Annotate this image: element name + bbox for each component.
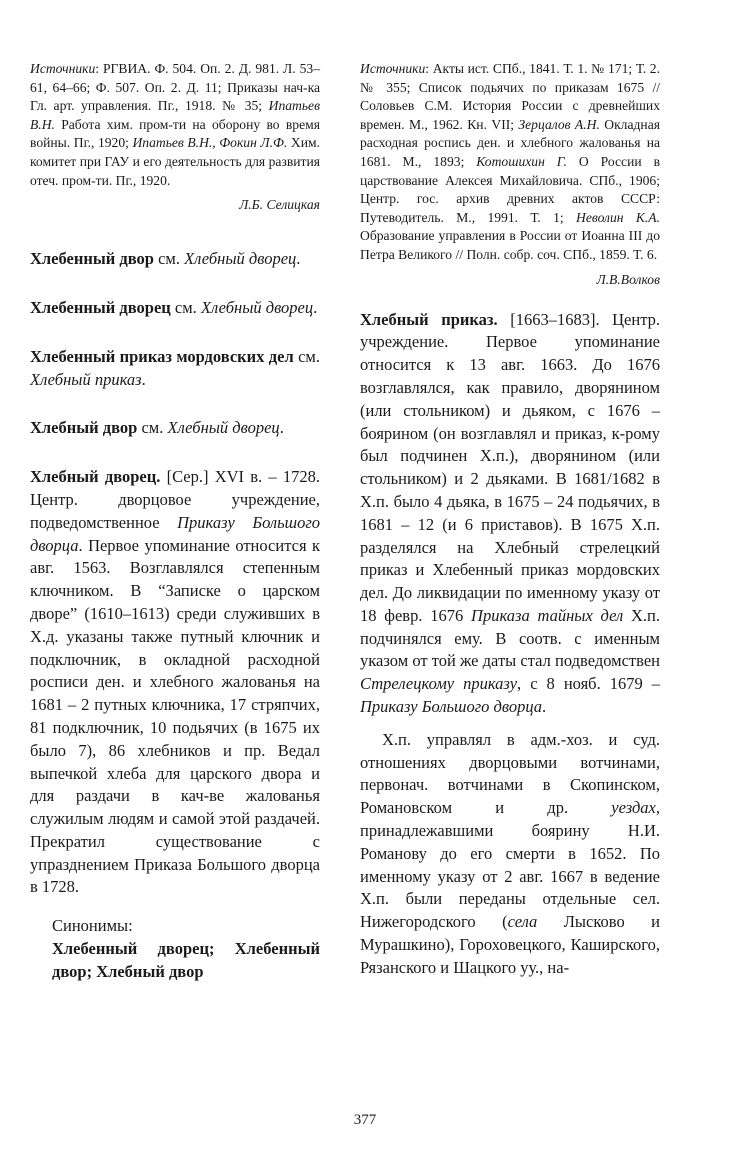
sources-block-right xyxy=(360,60,660,265)
entry-body: . xyxy=(542,697,547,717)
entry-cross-reference: Приказа тайных дел xyxy=(471,605,624,625)
page-number: 377 xyxy=(353,1112,377,1128)
sources-text: О России в царствование Алексея Михайловича. СПб., 1906; Центр. гос. архив древних актов СССР: Путеводитель. М., 1991. Т. 1; xyxy=(360,153,660,225)
synonyms-list: Хлебенный дворец; Хлебенный двор; Хлебный двор xyxy=(52,939,320,981)
dictionary-entry xyxy=(30,346,320,392)
entry-cross-reference: Приказу Большого дворца xyxy=(360,697,543,717)
sources-block-left xyxy=(30,60,320,190)
entry-italic: села xyxy=(507,912,538,932)
entry-term: Хлебный приказ. xyxy=(360,309,498,329)
entry-body: . Первое упоминание относится к авг. 1563. Возглавлялся степенным ключником. В “Записке о царском дворе” (1610–1613) среди служивших в Х.д. указаны также путный ключник и подключник, в окладной расходной росписи ден. и хлебного жалованья на 1681 – 2 путных ключника, 17 стряпчих, 81 подключник, 10 подьячих (в 1675 их было 7), 86 хлебников и пр. Ведал выпечкой хлеба для царского двора и для раздачи в кач-ве жалованья служилым людям и самой этой раздачей. Прекратил существование с упразднением Приказа Большого дворца в 1728. xyxy=(30,535,320,897)
synonyms-label: Синонимы: xyxy=(52,916,133,936)
sources-text: : РГВИА. Ф. 504. Оп. 2. Д. 981. Л. 53–61, 64–66; Ф. 507. Оп. 2. Д. 11; Приказы нач-ка Гл. арт. управления. Пг., 1918. № 35; xyxy=(30,61,320,114)
entry-see: см. xyxy=(137,418,168,438)
sources-author: Неволин К.А. xyxy=(576,209,660,225)
entry-cross-reference: Приказу Большого дворца xyxy=(30,512,320,555)
entry-cross-reference: Стрелецкому приказу xyxy=(360,674,518,694)
sources-author: Зерцалов А.Н. xyxy=(518,116,600,132)
sources-text: : Акты ист. СПб., 1841. Т. 1. № 171; Т. 2. № 355; Список подьячих по приказам 1675 // Соловьев С.М. История России с древнейших времен. М., 1962. Кн. VII; xyxy=(360,61,660,132)
entry-body: [1663–1683]. Центр. учреждение. Первое упоминание относится к 13 авг. 1663. До 1676 возглавлялся, как правило, дворянином (или стольником) и дьяком, с 1676 – боярином (он возглавлял и приказ, к-рому был подчинен Х.п.), дворянином (или стольником) и 2 дьяками. В 1681/1682 в Х.п. было 4 дьяка, в 1675 – 24 подьячих, в 1681 – 12 (и 6 приставов). В 1675 Х.п. разделялся на Хлебный стрелецкий приказ и Хлебенный приказ мордовских дел. До ликвидации по именному указу от 18 февр. 1676 xyxy=(360,309,660,625)
dictionary-entry xyxy=(30,297,320,320)
entry-see: см. xyxy=(293,346,320,366)
entry-body: , с 8 нояб. 1679 – xyxy=(517,674,660,694)
sources-text: Окладная расходная роспись ден. и хлебного жалованья на 1681. М., 1893; xyxy=(360,116,660,169)
entry-punct: . xyxy=(313,297,318,317)
right-column xyxy=(360,60,660,980)
entry-term: Хлебенный двор xyxy=(30,249,154,269)
entry-see: см. xyxy=(153,249,185,269)
entry-cross-reference: Хлебный дворец xyxy=(167,418,280,438)
entry-see: см. xyxy=(170,297,201,317)
entry-cross-reference: Хлебный дворец xyxy=(200,297,314,317)
left-column xyxy=(30,60,320,984)
entry-term: Хлебный двор xyxy=(30,418,138,438)
entry-term: Хлебенный приказ мордовских дел xyxy=(30,346,294,366)
dictionary-entry xyxy=(30,417,320,440)
author-signature: Л.Б. Селицкая xyxy=(239,197,320,213)
sources-author: Ипатьев В.Н., Фокин Л.Ф. xyxy=(132,135,288,151)
entry-body: Х.п. подчинялся ему. В соотв. с именным указом от той же даты стал подведомствен xyxy=(360,605,660,671)
sources-label: Источники xyxy=(360,61,426,76)
sources-text: Работа хим. пром-ти на оборону во время войны. Пг., 1920; xyxy=(30,116,320,151)
author-signature: Л.В.Волков xyxy=(596,271,660,287)
entry-cross-reference: Хлебный приказ xyxy=(30,369,142,389)
entry-italic: уездах xyxy=(611,798,656,818)
sources-label: Источники xyxy=(30,61,96,76)
entry-body: Лысково и Мурашкино), Гороховецкого, Каширского, Рязанского и Шацкого уу., на- xyxy=(360,912,660,977)
dictionary-entry-main xyxy=(360,309,660,719)
entry-punct: . xyxy=(296,249,301,269)
dictionary-entry xyxy=(30,248,320,271)
sources-author: Ипатьев В.Н. xyxy=(30,98,320,132)
entry-punct: . xyxy=(141,369,146,389)
entry-body: [Сер.] XVI в. – 1728. Центр. дворцовое учреждение, подведомственное xyxy=(30,467,320,532)
entry-term: Хлебный дворец. xyxy=(30,467,161,487)
sources-author: Котошихин Г. xyxy=(476,153,567,169)
sources-text: Хим. комитет при ГАУ и его деятельность для развития отеч. пром-ти. Пг., 1920. xyxy=(30,135,320,188)
entry-body: , принадлежавшими боярину Н.И. Романову до его смерти в 1652. По именному указу от 2 авг. 1667 в ведение Х.п. были переданы отдельные сел. Нижегородского ( xyxy=(360,798,660,932)
entry-punct: . xyxy=(279,418,284,438)
entry-paragraph xyxy=(360,729,660,980)
sources-text: Образование управления в России от Иоанна III до Петра Великого // Полн. собр. соч. СПб., 1859. Т. 6. xyxy=(360,228,660,262)
entry-cross-reference: Хлебный дворец xyxy=(184,249,297,269)
dictionary-entry-main xyxy=(30,466,320,899)
entry-body: Х.п. управлял в адм.-хоз. и суд. отношениях дворцовыми вотчинами, первонач. вотчинами в Скопинском, Романовском и др. xyxy=(360,729,660,818)
entry-term: Хлебенный дворец xyxy=(30,297,171,317)
